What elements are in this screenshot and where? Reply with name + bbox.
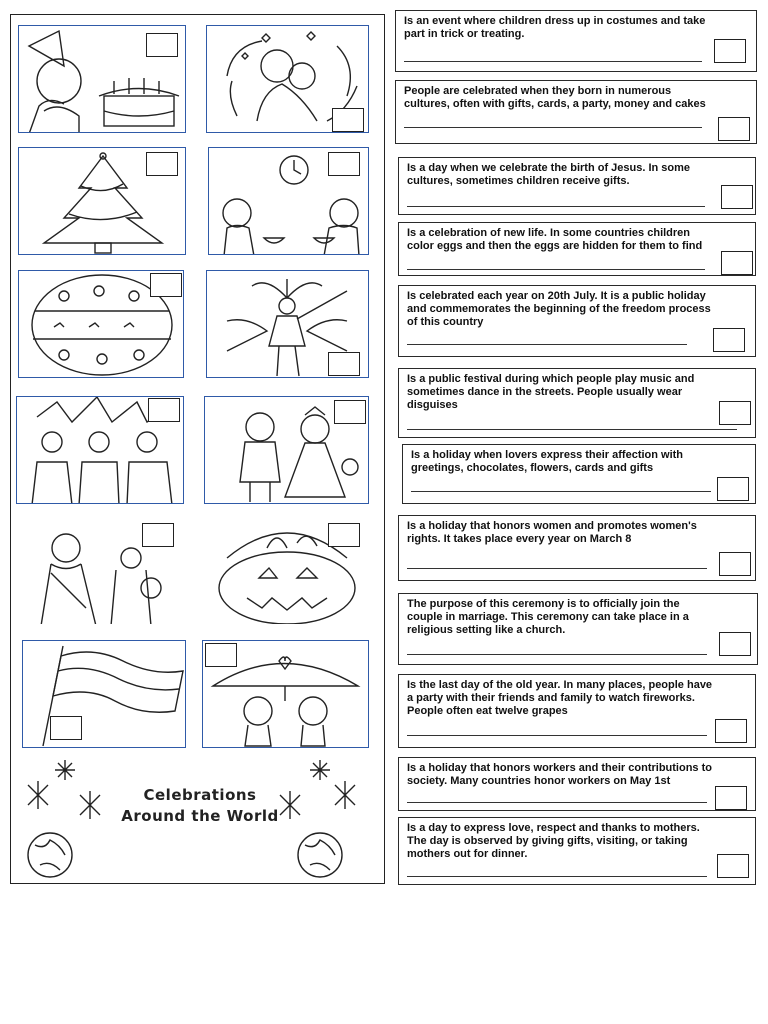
- title-block: [20, 755, 365, 880]
- title-line-2: Around the World: [121, 807, 279, 825]
- answer-line[interactable]: [407, 429, 737, 430]
- clue-text: Is a celebration of new life. In some countries children color eggs and then the eggs are hidden for them to find: [407, 227, 703, 252]
- answer-box-mothers-day[interactable]: [332, 108, 364, 132]
- answer-line[interactable]: [407, 568, 707, 569]
- answer-box-womens-day[interactable]: [142, 523, 174, 547]
- answer-line[interactable]: [407, 344, 687, 345]
- clue-number-box[interactable]: [714, 39, 746, 63]
- answer-line[interactable]: [407, 654, 707, 655]
- clue-text: Is a holiday that honors workers and their contributions to society. Many countries honor workers on May 1st: [407, 762, 712, 787]
- clue-card: [395, 10, 757, 72]
- answer-box-wedding[interactable]: [334, 400, 366, 424]
- clue-card: [398, 593, 758, 665]
- answer-line[interactable]: [404, 127, 702, 128]
- clue-number-box[interactable]: [719, 401, 751, 425]
- clue-text: People are celebrated when they born in numerous cultures, often with gifts, cards, a party, money and cakes: [404, 85, 706, 110]
- clue-number-box[interactable]: [715, 786, 747, 810]
- answer-box-valentines[interactable]: [205, 643, 237, 667]
- clue-number-box[interactable]: [715, 719, 747, 743]
- flag-image: [23, 641, 186, 748]
- answer-box-independence[interactable]: [148, 398, 180, 422]
- clue-card: [398, 285, 756, 357]
- clue-text: Is a day when we celebrate the birth of Jesus. In some cultures, sometimes children receive gifts.: [407, 162, 691, 187]
- clue-text: Is an event where children dress up in costumes and take part in trick or treating.: [404, 15, 706, 40]
- clue-number-box[interactable]: [717, 477, 749, 501]
- clue-card: [398, 368, 756, 438]
- clue-text: Is a public festival during which people play music and sometimes dance in the streets. People usually wear disguises: [407, 373, 695, 411]
- clue-number-box[interactable]: [718, 117, 750, 141]
- picture-flag: [22, 640, 186, 748]
- clue-text: Is a holiday that honors women and promotes women's rights. It takes place every year on March 8: [407, 520, 697, 545]
- clue-number-box[interactable]: [719, 632, 751, 656]
- worksheet-title: [90, 785, 310, 827]
- answer-line[interactable]: [407, 876, 707, 877]
- answer-box-flag[interactable]: [50, 716, 82, 740]
- clue-card: [395, 80, 757, 144]
- answer-box-christmas[interactable]: [146, 152, 178, 176]
- clue-number-box[interactable]: [717, 854, 749, 878]
- answer-box-easter[interactable]: [150, 273, 182, 297]
- clue-text: Is celebrated each year on 20th July. It is a public holiday and commemorates the beginning of the freedom process of this country: [407, 290, 711, 328]
- answer-box-carnival[interactable]: [328, 352, 360, 376]
- clue-card: [398, 817, 756, 885]
- clue-card: [398, 222, 756, 276]
- answer-line[interactable]: [407, 802, 707, 803]
- answer-line[interactable]: [407, 735, 707, 736]
- clue-card: [398, 515, 756, 581]
- clue-card: [398, 157, 756, 215]
- clue-number-box[interactable]: [719, 552, 751, 576]
- clue-text: The purpose of this ceremony is to officially join the couple in marriage. This ceremony can take place in a religious setting like a church.: [407, 598, 689, 636]
- answer-box-birthday[interactable]: [146, 33, 178, 57]
- clue-number-box[interactable]: [713, 328, 745, 352]
- clue-card: [398, 674, 756, 748]
- clue-card: [402, 444, 756, 504]
- clue-text: Is a holiday when lovers express their affection with greetings, chocolates, flowers, cards and gifts: [411, 449, 684, 474]
- clue-text: Is a day to express love, respect and thanks to mothers. The day is observed by giving gifts, visiting, or taking mothers out for dinner.: [407, 822, 700, 860]
- answer-line[interactable]: [407, 269, 705, 270]
- answer-line[interactable]: [407, 206, 705, 207]
- answer-box-new-year[interactable]: [328, 152, 360, 176]
- clue-card: [398, 757, 756, 811]
- answer-line[interactable]: [404, 61, 702, 62]
- title-line-1: Celebrations: [143, 786, 257, 804]
- clue-text: Is the last day of the old year. In many places, people have a party with their friends and family to watch fireworks. People often eat twelve grapes: [407, 679, 713, 717]
- answer-line[interactable]: [411, 491, 711, 492]
- answer-box-halloween[interactable]: [328, 523, 360, 547]
- clue-number-box[interactable]: [721, 251, 753, 275]
- clue-number-box[interactable]: [721, 185, 753, 209]
